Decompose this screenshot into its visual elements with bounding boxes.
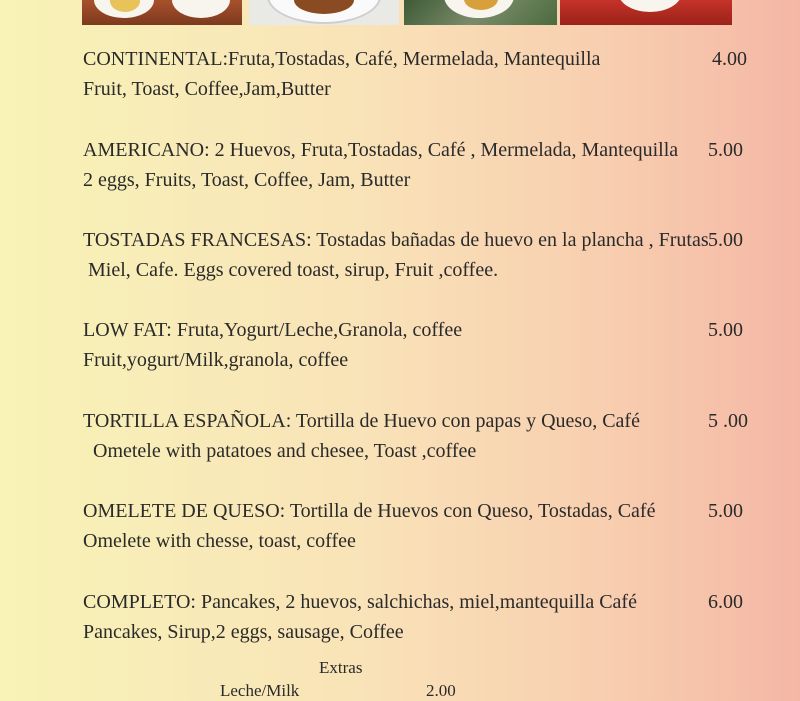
breakfast-photo-3 bbox=[404, 0, 557, 25]
item-description-en: Ometele with patatoes and chesee, Toast ,coffee bbox=[83, 440, 477, 462]
item-description-es: AMERICANO: 2 Huevos, Fruta,Tostadas, Café , Mermelada, Mantequilla bbox=[83, 139, 679, 161]
item-price: 5.00 bbox=[708, 500, 743, 522]
item-description-en: Pancakes, Sirup,2 eggs, sausage, Coffee bbox=[83, 621, 404, 643]
menu-item-omelete-de-queso bbox=[83, 496, 753, 556]
item-description-en: Miel, Cafe. Eggs covered toast, sirup, Fruit ,coffee. bbox=[83, 259, 499, 281]
item-description-en: 2 eggs, Fruits, Toast, Coffee, Jam, Butter bbox=[83, 169, 411, 191]
item-price: 4.00 bbox=[712, 48, 747, 70]
item-description-es: CONTINENTAL:Fruta,Tostadas, Café, Mermelada, Mantequilla bbox=[83, 48, 601, 70]
item-description-es: COMPLETO: Pancakes, 2 huevos, salchichas, miel,mantequilla Café bbox=[83, 591, 637, 613]
food-photo-strip bbox=[82, 0, 732, 25]
breakfast-photo-1 bbox=[82, 0, 242, 25]
item-description-en: Omelete with chesse, toast, coffee bbox=[83, 530, 356, 552]
item-price: 5 .00 bbox=[708, 410, 748, 432]
item-description-es: TOSTADAS FRANCESAS: Tostadas bañadas de huevo en la plancha , Frutas bbox=[83, 229, 709, 251]
menu-item-low-fat bbox=[83, 315, 753, 375]
menu-item-continental bbox=[83, 44, 753, 104]
item-price: 5.00 bbox=[708, 229, 743, 251]
menu-item-tortilla-espanola bbox=[83, 406, 753, 466]
extras-heading: Extras bbox=[319, 658, 363, 677]
item-price: 6.00 bbox=[708, 591, 743, 613]
item-description-es: TORTILLA ESPAÑOLA: Tortilla de Huevo con papas y Queso, Café bbox=[83, 410, 640, 432]
menu-item-completo bbox=[83, 587, 753, 647]
item-price: 5.00 bbox=[708, 319, 743, 341]
menu-item-americano bbox=[83, 135, 753, 195]
item-description-es: LOW FAT: Fruta,Yogurt/Leche,Granola, coffee bbox=[83, 319, 463, 341]
breakfast-photo-4 bbox=[560, 0, 732, 25]
menu-item-tostadas-francesas bbox=[83, 225, 753, 285]
extra-item-price: 2.00 bbox=[426, 681, 456, 700]
item-description-es: OMELETE DE QUESO: Tortilla de Huevos con Queso, Tostadas, Café bbox=[83, 500, 656, 522]
item-description-en: Fruit,yogurt/Milk,granola, coffee bbox=[83, 349, 349, 371]
item-price: 5.00 bbox=[708, 139, 743, 161]
item-description-en: Fruit, Toast, Coffee,Jam,Butter bbox=[83, 78, 331, 100]
breakfast-photo-2 bbox=[249, 0, 399, 25]
extra-item-label: Leche/Milk bbox=[220, 681, 300, 700]
